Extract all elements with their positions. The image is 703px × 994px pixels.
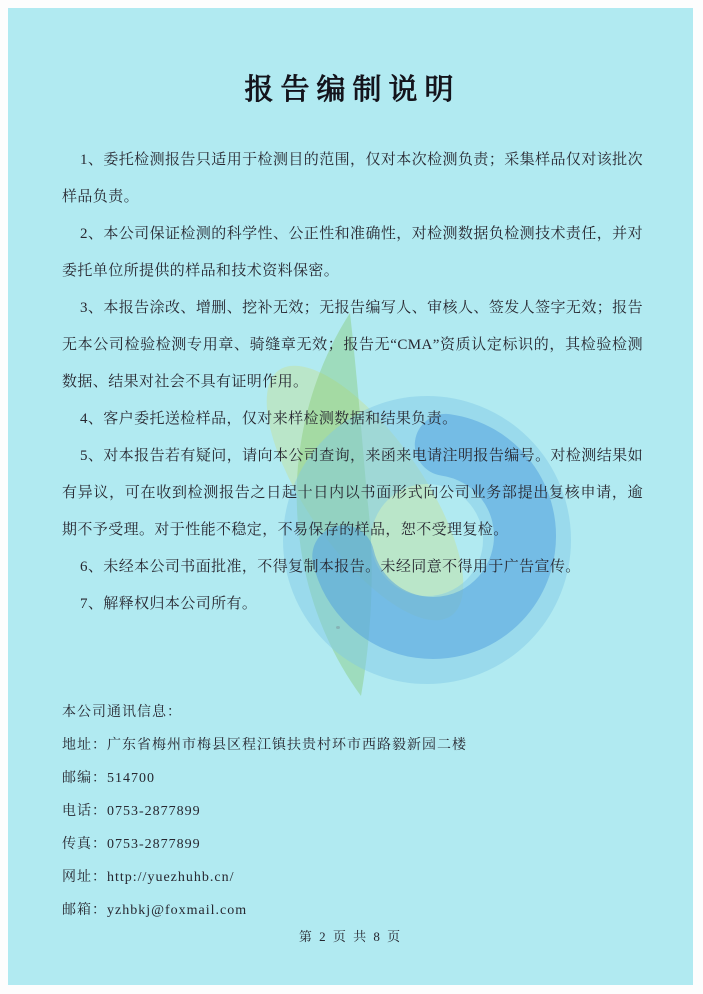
note-item-6: 6、未经本公司书面批准，不得复制本报告。未经同意不得用于广告宣传。 — [80, 559, 581, 575]
page-title: 报告编制说明 — [244, 74, 461, 106]
contact-website: 网址：http://yuezhuhb.cn/ — [62, 870, 235, 885]
contact-email: 邮箱：yzhbkj@foxmail.com — [62, 903, 248, 918]
contact-heading: 本公司通讯信息： — [62, 705, 182, 720]
contact-address: 地址：广东省梅州市梅县区程江镇扶贵村环市西路毅新园二楼 — [62, 738, 467, 753]
contact-fax: 传真：0753-2877899 — [62, 837, 201, 852]
note-item-7: 7、解释权归本公司所有。 — [80, 596, 258, 612]
notes-section — [62, 142, 643, 674]
contact-phone: 电话：0753-2877899 — [62, 804, 201, 819]
note-item-2: 2、本公司保证检测的科学性、公正性和准确性，对检测数据负检测技术责任，并对委托单位所提供的样品和技术资料保密。 — [62, 226, 643, 279]
page-content — [62, 72, 643, 927]
note-item-4: 4、客户委托送检样品，仅对来样检测数据和结果负责。 — [80, 411, 458, 427]
note-item-5: 5、对本报告若有疑问，请向本公司查询，来函来电请注明报告编号。对检测结果如有异议，可在收到检测报告之日起十日内以书面形式向公司业务部提出复核申请，逾期不予受理。对于性能不稳定，不易保存的样品，恕不受理复检。 — [62, 448, 643, 538]
note-item-1: 1、委托检测报告只适用于检测目的范围，仅对本次检测负责；采集样品仅对该批次样品负责。 — [62, 152, 643, 205]
page-number: 第 2 页 共 8 页 — [298, 929, 403, 944]
contact-section — [62, 696, 643, 927]
report-paper — [8, 8, 693, 985]
contact-postcode: 邮编：514700 — [62, 771, 155, 786]
note-item-3: 3、本报告涂改、增删、挖补无效；无报告编写人、审核人、签发人签字无效；报告无本公司检验检测专用章、骑缝章无效；报告无“CMA”资质认定标识的，其检验检测数据、结果对社会不具有证明作用。 — [62, 300, 643, 390]
